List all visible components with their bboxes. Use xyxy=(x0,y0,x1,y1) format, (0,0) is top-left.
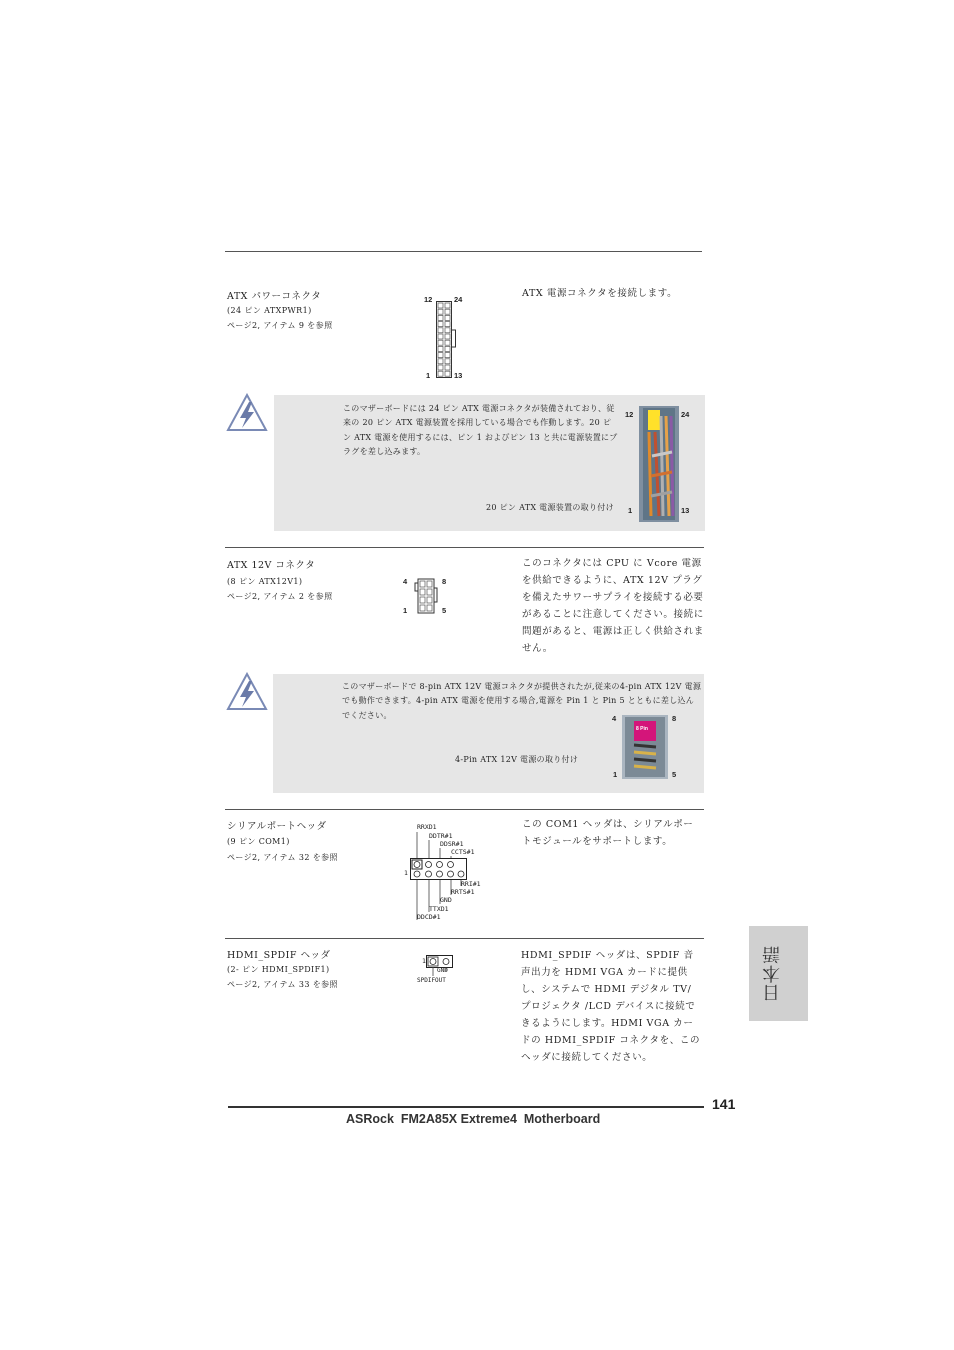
serial-sub2: ページ2, アイテム 32 を参照 xyxy=(227,853,338,862)
atx-power-title: ATX パワーコネクタ xyxy=(227,291,322,302)
pin-label-1: 1 xyxy=(426,371,431,380)
hdmi-desc: HDMI_SPDIF ヘッダは、SPDIF 音声出力を HDMI VGA カードに提供し、システムで HDMI デジタル TV/ プロジェクタ /LCD デバイスに接続できるようにします。HDMI VGA カードの HDMI_SPDIF コネクタを、このヘッダに接続してください。 xyxy=(521,950,701,1063)
atx12v-connector-diagram xyxy=(400,575,455,617)
sig-ddsr1: DDSR#1 xyxy=(440,840,464,848)
hdmi-title: HDMI_SPDIF ヘッダ xyxy=(227,950,331,961)
serial-desc: この COM1 ヘッダは、シリアルポートモジュールをサポートします。 xyxy=(522,819,694,847)
atx24-connector-icon xyxy=(435,300,459,380)
warning-icon xyxy=(226,393,268,433)
note-20pin-caption: 20 ピン ATX 電源装置の取り付け xyxy=(486,503,614,512)
serial-sub1: (9 ピン COM1) xyxy=(227,837,290,846)
pin-label-13: 13 xyxy=(454,371,463,380)
section-rule-atx12v xyxy=(225,547,704,548)
footer-title: ASRock FM2A85X Extreme4 Motherboard xyxy=(346,1112,601,1126)
sig-pin1: 1 xyxy=(404,869,408,877)
atx20-cable-photo-icon xyxy=(639,406,679,522)
sig-rrts1: RRTS#1 xyxy=(451,888,475,896)
sig-ccts1: CCTS#1 xyxy=(451,848,475,856)
atx12v-sub2: ページ2, アイテム 2 を参照 xyxy=(227,592,333,601)
top-rule xyxy=(225,251,702,252)
atx-power-desc: ATX 電源コネクタを接続します。 xyxy=(522,288,678,299)
warning-icon-2 xyxy=(226,672,268,712)
note-20pin-text: このマザーボードには 24 ピン ATX 電源コネクタが装備されており、従来の 20 ピン ATX 電源装置を採用している場合でも作動します。20 ピン ATX 電源を使用するには、ピン 1 およびピン 13 と共に電源装置にプラグを差し込みます。 xyxy=(343,404,618,457)
photo-pin-8: 8 xyxy=(672,714,677,723)
photo-pin-1: 1 xyxy=(628,506,633,515)
atx12v-title: ATX 12V コネクタ xyxy=(227,560,316,571)
pin-label-12: 12 xyxy=(424,295,433,304)
spdif-out: SPDIFOUT xyxy=(417,977,446,984)
sig-ddtr1: DDTR#1 xyxy=(429,832,453,840)
pin-label-8: 8 xyxy=(442,577,447,586)
atx4pin-cable-photo-icon xyxy=(622,715,668,779)
sig-rrxd1: RRXD1 xyxy=(417,823,437,831)
pin-label-5: 5 xyxy=(442,606,447,615)
sig-rri1: RRI#1 xyxy=(461,880,481,888)
footer-rule xyxy=(228,1106,704,1108)
photo-pin-5: 5 xyxy=(672,770,677,779)
atx20-install-photo xyxy=(622,404,694,519)
language-side-tab xyxy=(749,926,808,1021)
pin-label-4: 4 xyxy=(403,577,408,586)
photo-pin-12: 12 xyxy=(625,410,634,419)
atx12v-sub1: (8 ピン ATX12V1) xyxy=(227,577,303,586)
section-rule-serial xyxy=(225,809,704,810)
atx4pin-install-photo xyxy=(608,712,683,780)
photo-pin-13: 13 xyxy=(681,506,690,515)
com1-header-diagram xyxy=(404,822,486,922)
sig-ttxd1: TTXD1 xyxy=(429,905,449,913)
language-side-tab-label: 日本語 xyxy=(762,945,783,1003)
section-rule-hdmi xyxy=(225,938,704,939)
photo-label-8pin: 8 Pin xyxy=(636,726,648,732)
spdif-pin1: 1 xyxy=(422,957,426,965)
atx12v-connector-icon xyxy=(414,578,440,614)
serial-title: シリアルポートヘッダ xyxy=(227,821,327,832)
photo-pin-1b: 1 xyxy=(613,770,618,779)
photo-pin-24: 24 xyxy=(681,410,690,419)
hdmi-sub2: ページ2, アイテム 33 を参照 xyxy=(227,980,338,989)
hdmi-spdif-header-diagram xyxy=(416,952,460,988)
spdif-gnd: GND xyxy=(437,967,448,974)
atx-power-sub2: ページ2, アイテム 9 を参照 xyxy=(227,321,333,330)
atx12v-desc: このコネクタには CPU に Vcore 電源を供給できるように、ATX 12V プラグを備えたサワーサプライを接続する必要があることに注意してください。接続に問題があると、電源は正しく供給されません。 xyxy=(522,558,704,654)
pin-label-24: 24 xyxy=(454,295,463,304)
page-number: 141 xyxy=(712,1096,736,1112)
note-4pin-text: このマザーボードで 8-pin ATX 12V 電源コネクタが提供されたが,従来の4-pin ATX 12V 電源でも動作できます。4-pin ATX 電源を使用する場合,電源を Pin 1 と Pin 5 とともに差し込んでください。 xyxy=(342,682,702,720)
sig-ddcd1: DDCD#1 xyxy=(417,913,441,921)
atx-power-sub1: (24 ピン ATXPWR1) xyxy=(227,306,312,315)
note-4pin-caption: 4-Pin ATX 12V 電源の取り付け xyxy=(455,755,579,764)
hdmi-sub1: (2- ピン HDMI_SPDIF1) xyxy=(227,965,330,974)
photo-pin-4: 4 xyxy=(612,714,617,723)
atx24-connector-diagram xyxy=(420,292,470,382)
sig-gnd: GND xyxy=(440,896,452,904)
pin-label-1b: 1 xyxy=(403,606,408,615)
